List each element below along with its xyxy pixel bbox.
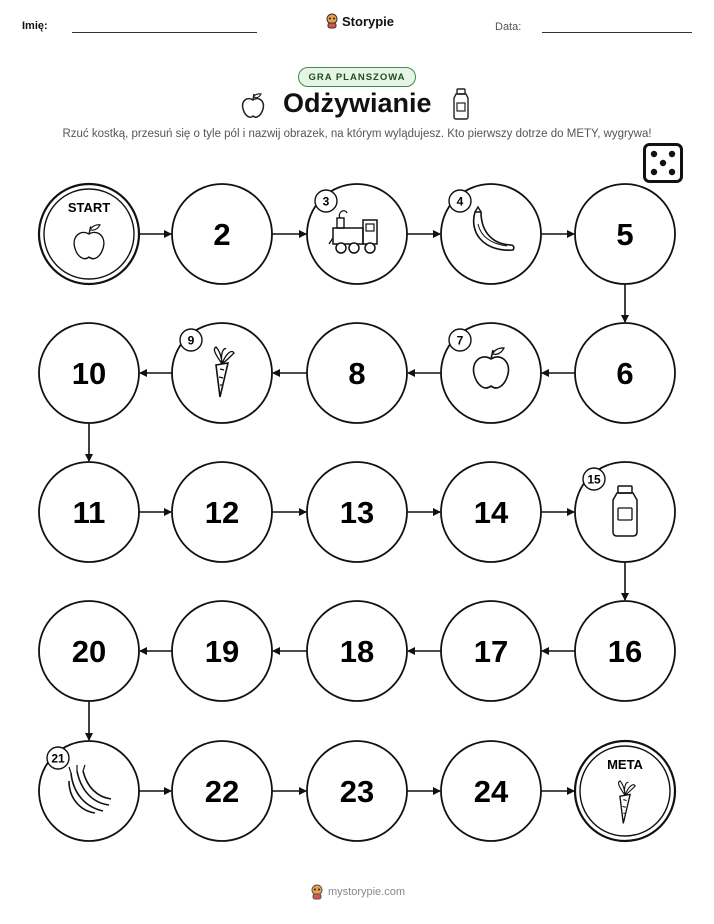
cell-number: 11 [72, 495, 106, 530]
game-type-badge: GRA PLANSZOWA [298, 67, 416, 87]
cell-number: 17 [473, 634, 509, 669]
board-cell-8[interactable] [307, 323, 407, 423]
cell-number: 8 [348, 356, 366, 391]
cell-number: 12 [204, 495, 240, 530]
board-cell-12[interactable] [172, 462, 272, 562]
name-label: Imię: [22, 20, 48, 32]
board-cell-24[interactable] [441, 741, 541, 841]
footer [310, 884, 405, 900]
board-cell-13[interactable] [307, 462, 407, 562]
board-cell-15[interactable] [575, 462, 675, 562]
cell-number: 20 [71, 634, 107, 669]
cell-number: 15 [587, 472, 601, 487]
board-cell-25[interactable] [575, 741, 675, 841]
board-cell-19[interactable] [172, 601, 272, 701]
cell-special-label: META [607, 757, 643, 772]
cell-number: 19 [204, 634, 240, 669]
cell-number: 16 [607, 634, 643, 669]
board-cell-1[interactable] [39, 184, 139, 284]
cell-number: 21 [51, 751, 65, 766]
cell-number: 22 [204, 774, 240, 809]
cell-number: 13 [339, 495, 375, 530]
cell-special-label: START [67, 200, 111, 215]
date-label: Data: [495, 21, 522, 33]
cell-number: 18 [339, 634, 375, 669]
board-cell-21[interactable] [39, 741, 139, 841]
cell-number: 6 [616, 356, 634, 391]
board-cell-17[interactable] [441, 601, 541, 701]
board-cell-9[interactable] [172, 323, 272, 423]
cell-number: 14 [473, 495, 509, 530]
board-cell-23[interactable] [307, 741, 407, 841]
cell-number: 23 [339, 774, 375, 809]
mascot-icon [310, 884, 324, 900]
page-title: Odżywianie [283, 88, 432, 118]
cell-number: 5 [616, 217, 634, 252]
board-cell-3[interactable] [307, 184, 407, 284]
cell-number: 2 [213, 217, 231, 252]
board-cell-4[interactable] [441, 184, 541, 284]
cell-number: 9 [187, 333, 195, 348]
cell-number: 24 [473, 774, 509, 809]
board-cell-2[interactable] [172, 184, 272, 284]
board-cell-10[interactable] [39, 323, 139, 423]
board-cell-5[interactable] [575, 184, 675, 284]
cell-number: 7 [456, 333, 464, 348]
board-cell-14[interactable] [441, 462, 541, 562]
board-cell-20[interactable] [39, 601, 139, 701]
cell-number: 3 [322, 194, 330, 209]
cell-number: 10 [71, 356, 107, 391]
cell-number: 4 [456, 194, 464, 209]
board-cell-16[interactable] [575, 601, 675, 701]
instructions: Rzuć kostką, przesuń się o tyle pól i nazwij obrazek, na którym wylądujesz. Kto pierwszy dotrze do METY, wygrywa! [62, 128, 652, 140]
footer-url: mystorypie.com [328, 886, 406, 898]
brand-name: Storypie [342, 13, 395, 29]
board-cell-6[interactable] [575, 323, 675, 423]
board-cell-18[interactable] [307, 601, 407, 701]
board-cell-7[interactable] [441, 323, 541, 423]
board-cell-22[interactable] [172, 741, 272, 841]
board-cell-11[interactable] [39, 462, 139, 562]
